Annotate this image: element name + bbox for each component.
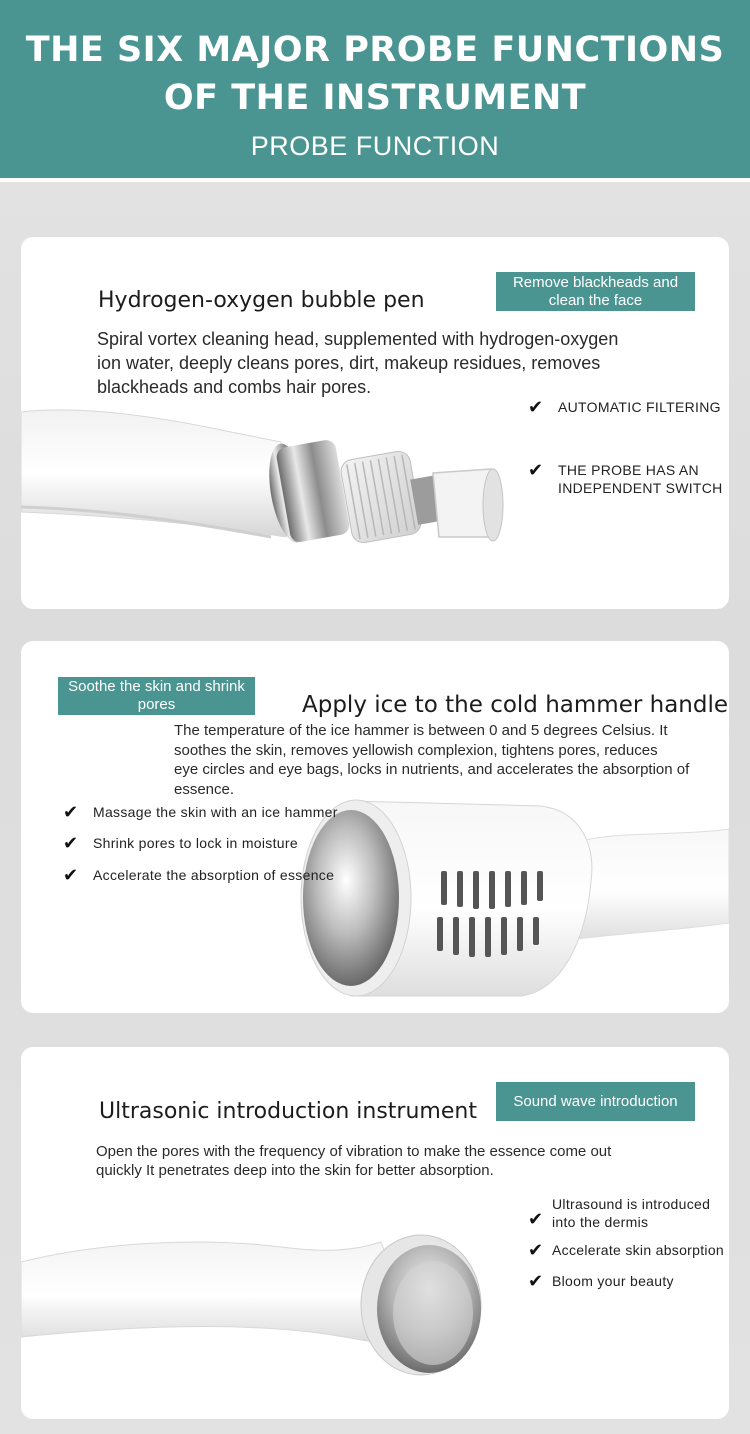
card-title: Ultrasonic introduction instrument [99,1099,477,1124]
card-title: Hydrogen-oxygen bubble pen [98,288,425,313]
feature-text [558,461,723,497]
description-line: blackheads and combs hair pores. [97,377,372,397]
feature-text-line: into the dermis [552,1214,649,1230]
page-title-line-2: OF THE INSTRUMENT [163,78,587,118]
feature-text: Massage the skin with an ice hammer [93,804,338,820]
feature-text: AUTOMATIC FILTERING [558,399,721,415]
feature-item [528,461,723,497]
card-description [97,327,618,399]
feature-text-line: THE PROBE HAS AN [558,462,699,478]
feature-item [528,1195,710,1231]
probe-card-hydrogen-oxygen [21,237,729,609]
page-title-line-1: THE SIX MAJOR PROBE FUNCTIONS [25,30,725,70]
function-tag [496,272,695,311]
checkmark-icon: ✔ [528,1240,544,1260]
feature-item [528,1272,674,1290]
feature-text: Shrink pores to lock in moisture [93,835,298,851]
description-line: essence. [174,780,235,798]
checkmark-icon: ✔ [63,865,79,885]
card-description [174,721,689,799]
checkmark-icon: ✔ [528,1209,544,1229]
feature-item [63,803,338,821]
feature-text-line: INDEPENDENT SWITCH [558,480,723,496]
feature-text: Accelerate skin absorption [552,1242,724,1258]
checkmark-icon: ✔ [528,460,544,480]
feature-item [63,866,334,884]
page-subtitle: PROBE FUNCTION [250,131,500,161]
tag-line-2: clean the face [548,291,643,309]
card-description [96,1142,611,1180]
page-header [0,0,750,182]
description-line: ion water, deeply cleans pores, dirt, makeup residues, removes [97,353,601,373]
probe-card-ice-hammer [21,641,729,1013]
page-title [0,26,750,122]
description-line: soothes the skin, removes yellowish complexion, tightens pores, reduces [174,741,658,759]
feature-item [528,398,721,416]
probe-card-ultrasonic [21,1047,729,1419]
feature-item [63,834,298,852]
function-tag [496,1082,695,1121]
tag-line-2: pores [137,696,176,713]
description-line: Open the pores with the frequency of vibration to make the essence come out [96,1143,612,1160]
feature-item [528,1241,724,1259]
checkmark-icon: ✔ [528,1271,544,1291]
checkmark-icon: ✔ [63,802,79,822]
description-line: Spiral vortex cleaning head, supplemented with hydrogen-oxygen [97,329,619,349]
checkmark-icon: ✔ [528,397,544,417]
feature-text-line: Ultrasound is introduced [552,1196,711,1212]
tag-line-1: Sound wave introduction [513,1092,678,1110]
description-line: eye circles and eye bags, locks in nutrients, and accelerates the absorption of [174,761,690,778]
description-line: The temperature of the ice hammer is between 0 and 5 degrees Celsius. It [174,722,668,739]
function-tag [58,677,255,715]
tag-line-1: Remove blackheads and [512,273,679,291]
checkmark-icon: ✔ [63,833,79,853]
tag-line-1: Soothe the skin and shrink [68,678,245,695]
card-title: Apply ice to the cold hammer handle [302,692,729,718]
feature-text: Accelerate the absorption of essence [93,867,335,883]
description-line: quickly It penetrates deep into the skin for better absorption. [96,1162,494,1179]
feature-text: Bloom your beauty [552,1273,674,1289]
feature-text [552,1195,710,1231]
